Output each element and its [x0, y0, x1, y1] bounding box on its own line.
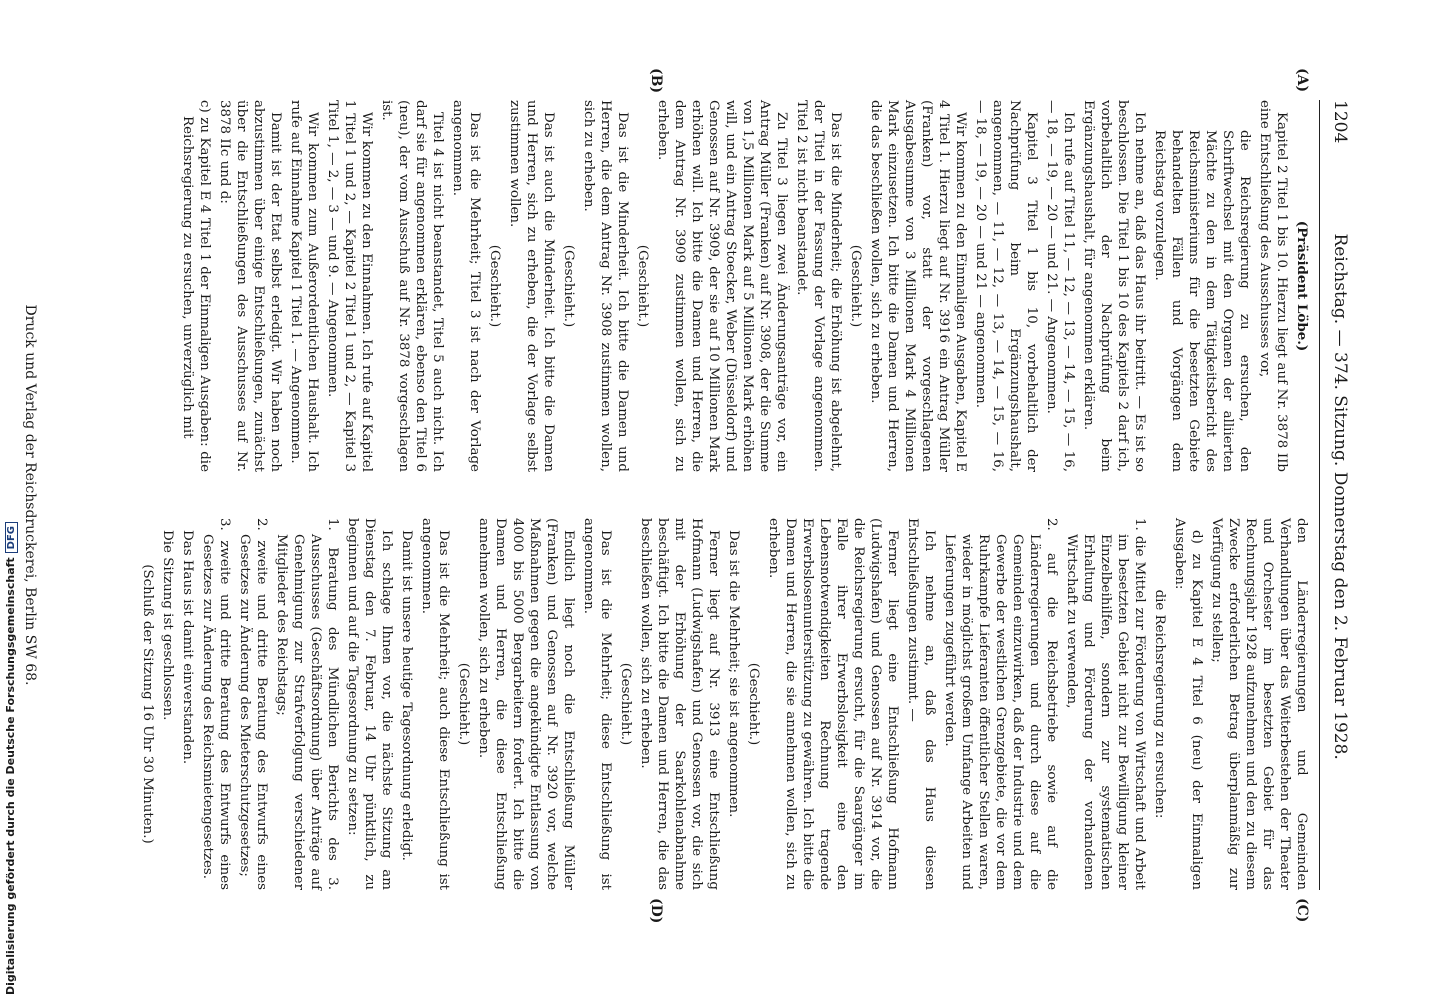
header-rule [1319, 100, 1320, 890]
closing-note: (Schluß der Sitzung 16 Uhr 30 Minuten.) [140, 564, 155, 844]
paragraph: Die Sitzung ist geschlossen. [160, 530, 175, 721]
stage-direction: (Geschieht.) [848, 244, 863, 328]
paragraph: Das ist die Mehrheit; Titel 3 ist nach der Vorlage angenommen. [450, 100, 482, 472]
list-item: 2. auf die Reichsbetriebe sowie auf die Länderregierungen und durch diese auf die Gemeinden einzuwirken, daß der Industrie und dem Gewerbe der westlichen Grenzgebiete, die vor dem Ruhrkampfe Lieferanten öffentlicher Stellen waren, wieder in möglichst großem Umfange Arbeiten und Lieferungen zugeführt werden. [942, 518, 1059, 890]
paragraph: Damit ist unsere heutige Tagesordnung erledigt. [399, 530, 414, 861]
paragraph: Endlich liegt noch die Entschließung Müller (Franken) und Genossen auf Nr. 3920 vor, welche Maßnahmen gegen die angekündigte Entlassung von 4000 bis 5000 Bergarbeitern fordert. Ich bitte die Damen und Herren, die diese Entschließung annehmen wollen, sich zu erheben. [476, 518, 576, 890]
paragraph: Damit ist der Etat selbst erledigt. Wir haben noch abzustimmen über einige Entschließungen, zunächst über die Entschließungen des Ausschusses auf Nr. 3878 IIc und d: [217, 100, 283, 472]
paragraph: die Reichsregierung zu ersuchen: [1152, 589, 1167, 819]
list-item: 1. Beratung des Mündlichen Berichts des 3. Ausschusses (Geschäftsordnung) über Anträge auf Genehmigung zur Strafverfolgung verschiedener Mitglieder des Reichstags; [274, 518, 340, 890]
stage-direction: (Geschieht.) [635, 244, 650, 328]
page-number: 1204 [1330, 100, 1350, 144]
paragraph: Das Haus ist damit einverstanden. [180, 530, 195, 765]
paragraph: Titel 4 ist nicht beanstandet, Titel 5 auch nicht. Ich darf sie für angenommen erklären, ebenso den Titel 6 (neu), der vom Ausschuß auf Nr. 3878 vorgeschlagen ist. [379, 100, 445, 472]
stage-direction: (Geschieht.) [561, 244, 576, 328]
paragraph: Wir kommen zu den Einmaligen Ausgaben, Kapitel E 4 Titel 1. Hierzu liegt auf Nr. 3916 ein Antrag Müller (Franken) vor, statt der vorgeschlagenen Ausgabesumme von 3 Millionen Mark 4 Millionen Mark einzusetzen. Ich bitte die Damen und Herren, die das beschließen wollen, sich zu erheben. [868, 100, 968, 472]
paragraph: Ich rufe auf Titel 11, — 12, — 13, — 14, — 15, — 16, — 18, — 19, — 20 — und 21. — Angenommen. [1044, 100, 1076, 472]
paragraph: Das ist die Mehrheit; sie ist angenommen. [726, 530, 741, 818]
printer-footer: Druck und Verlag der Reichsdruckerei, Berlin SW 68. [22, 304, 38, 686]
paragraph: Das ist die Mehrheit; auch diese Entschließung ist angenommen. [419, 518, 451, 890]
margin-marker-a: (A) [1294, 68, 1310, 93]
list-item: 3. zweite und dritte Beratung des Entwurfs eines Gesetzes zur Änderung des Reichsmietengesetzes. [200, 518, 232, 890]
list-item: 2. zweite und dritte Beratung des Entwurfs eines Gesetzes zur Änderung des Mieterschutzgesetzes; [237, 518, 269, 890]
paragraph: Das ist auch die Minderheit. Ich bitte die Damen und Herren, sich zu erheben, die der Vorlage selbst zustimmen wollen. [507, 100, 556, 472]
stage-direction: (Geschieht.) [618, 662, 633, 746]
page-title: Reichstag. — 374. Sitzung. Donnerstag den 2. Februar 1928. [1330, 233, 1350, 760]
resolution-text: die Reichsregierung zu ersuchen, den Schriftwechsel mit den Organen der alliierten Mächte zu den in dem Tätigkeitsbericht des Reichsministeriums für die besetzten Gebiete behandelten Fällen und Vorgängen dem Reichstag vorzulegen. [1152, 130, 1252, 472]
paragraph: Ich schlage Ihnen vor, die nächste Sitzung am Dienstag den 7. Februar, 14 Uhr pünktlich, zu beginnen und auf die Tagesordnung zu setzen: [345, 518, 394, 890]
stage-direction: (Geschieht.) [456, 662, 471, 746]
list-item: 1. die Mittel zur Förderung von Wirtschaft und Arbeit im besetzten Gebiet nicht zur Bewilligung kleiner Einzelbeihilfen, sondern zur systematischen Erhaltung und Förderung der vorhandenen Wirtschaft zu verwenden, [1064, 518, 1147, 890]
paragraph: den Länderregierungen und Gemeinden Verhandlungen über das Weiterbestehen der Theater und Orchester im besetzten Gebiet für das Rechnungsjahr 1928 aufzunehmen und den zu diesem Zwecke erforderlichen Betrag überplanmäßig zur Verfügung zu stellen; [1209, 518, 1309, 890]
paragraph: Das ist die Minderheit; die Erhöhung ist abgelehnt, der Titel in der Fassung der Vorlage angenommen. Titel 2 ist nicht beanstandet. [794, 100, 843, 472]
dfg-note-text: Digitalisierung gefördert durch die Deutsche Forschungsgemeinschaft [4, 557, 17, 995]
margin-marker-b: (B) [648, 68, 664, 94]
right-column [136, 518, 1310, 890]
paragraph: Das ist die Minderheit. Ich bitte die Damen und Herren, die dem Antrag Nr. 3908 zustimmen wollen, sich zu erheben. [581, 100, 630, 472]
paragraph: Kapitel 3 Titel 1 bis 10, vorbehaltlich der Nachprüfung beim Ergänzungshaushalt, angenommen, — 11, — 12, — 13, — 14, — 15, — 16, — 18, — 19, — 20 — und 21 — angenommen. [973, 100, 1039, 472]
paragraph: Zu Titel 3 liegen zwei Änderungsanträge vor, ein Antrag Müller (Franken) auf Nr. 3908, der die Summe von 1,5 Millionen Mark auf 5 Millionen Mark erhöhen will, und ein Antrag Stoecker, Weber (Düsseldorf) und Genossen auf Nr. 3909, der sie auf 10 Millionen Mark erhöhen will. Ich bitte die Damen und Herren, die dem Antrag Nr. 3909 zustimmen wollen, sich zu erheben. [655, 100, 789, 472]
paragraph: d) zu Kapitel E 4 Titel 6 (neu) der Einmaligen Ausgaben: [1172, 518, 1204, 890]
stage-direction: (Geschieht.) [487, 244, 502, 328]
paragraph: Das ist die Mehrheit; diese Entschließung ist angenommen. [581, 518, 613, 890]
paragraph: Ich nehme an, daß das Haus ihr beitritt. — Es ist so beschlossen. Die Titel 1 bis 10 des Kapitels 2 darf ich, vorbehaltlich der Nachprüfung beim Ergänzungshaushalt, für angenommen erklären. [1081, 100, 1147, 472]
margin-marker-d: (D) [648, 898, 664, 924]
paragraph: Wir kommen zum Außerordentlichen Haushalt. Ich rufe auf Einnahme Kapitel 1 Titel 1. — Angenommen. [288, 100, 320, 472]
page-header [1324, 100, 1350, 890]
dfg-logo: DFG [5, 522, 18, 553]
resolution-item: c) zu Kapitel E 4 Titel 1 der Einmaligen Ausgaben: die Reichsregierung zu ersuchen, unverzüglich mit [180, 100, 212, 472]
paragraph: Wir kommen zu den Einnahmen. Ich rufe auf Kapitel 1 Titel 1 und 2, — Kapitel 2 Titel 1 und 2, — Kapitel 3 Titel 1, — 2, — 3 — und 9. — Angenommen. [325, 100, 374, 472]
speaker-label: (Präsident Löbe.) [1294, 220, 1310, 352]
dfg-side-note [4, 522, 18, 995]
paragraph: Ferner liegt auf Nr. 3913 eine Entschließung Hofmann (Ludwigshafen) und Genossen vor, die sich mit der Erhöhung der Saarkohlenabnahme beschäftigt. Ich bitte die Damen und Herren, die das beschließen wollen, sich zu erheben. [638, 518, 721, 890]
stage-direction: (Geschieht.) [746, 662, 761, 746]
paragraph: Ferner liegt eine Entschließung Hofmann (Ludwigshafen) und Genossen auf Nr. 3914 vor, die die Reichsregierung ersucht, für die Saargänger im Falle ihrer Erwerbslosigkeit eine den Lebensnotwendigkeiten Rechnung tragende Erwerbslosenunterstützung zu gewähren. Ich bitte die Damen und Herren, die sie annehmen wollen, sich zu erheben. [766, 518, 900, 890]
paragraph: Kapitel 2 Titel 1 bis 10. Hierzu liegt auf Nr. 3878 IIb eine Entschließung des Ausschusses vor, [1257, 100, 1289, 472]
left-column [176, 100, 1310, 472]
margin-marker-c: (C) [1294, 898, 1310, 923]
paragraph: Ich nehme an, daß das Haus diesen Entschließungen zustimmt. — [905, 518, 937, 890]
